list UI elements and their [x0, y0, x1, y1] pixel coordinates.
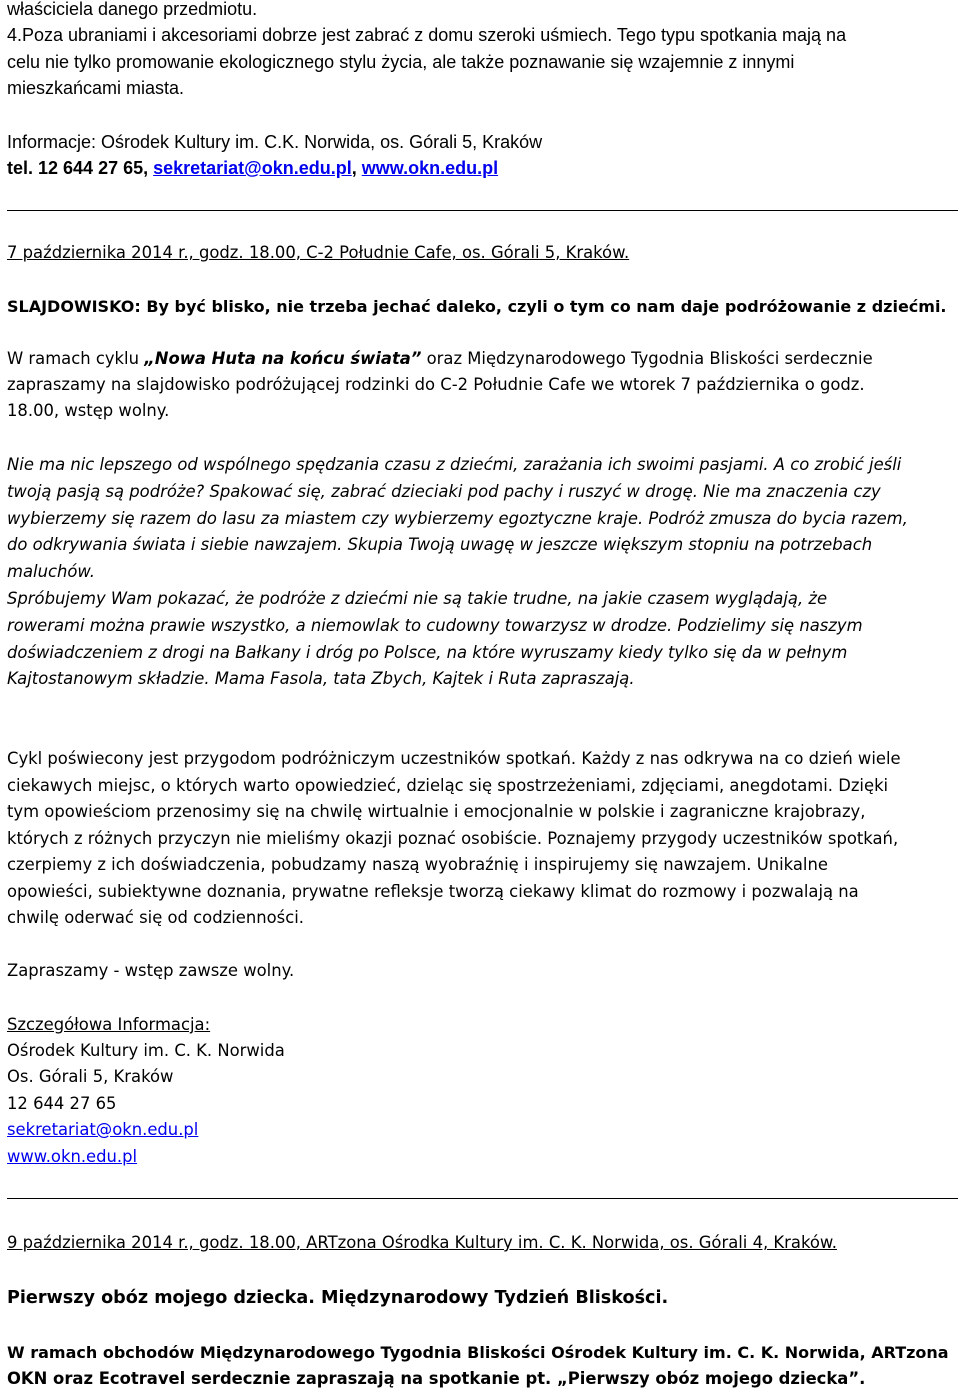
text-line: 4.Poza ubraniami i akcesoriami dobrze jest zabrać z domu szeroki uśmiech. Tego typu spotkania mają na [7, 25, 847, 45]
description-line: wybierzemy się razem do lasu za miastem czy wybierzemy egoztyczne kraje. Podróż zmusza do bycia razem, [7, 509, 908, 528]
event-date-line: 9 października 2014 r., godz. 18.00, ARTzona Ośrodka Kultury im. C. K. Norwida, os. Górali 4, Kraków. [7, 1233, 837, 1252]
text-line: mieszkańcami miasta. [7, 78, 185, 98]
cycle-line: których z różnych przyczyn nie mieliśmy okazji poznać osobiście. Poznajemy przygody uczestników spotkań, [7, 829, 899, 848]
tel-text: tel. 12 644 27 65, [7, 158, 154, 178]
cycle-line: opowieści, subiektywne doznania, prywatne refleksje tworzą ciekawy klimat do rozmowy i pozwalają na [7, 882, 859, 901]
web-link[interactable]: www.okn.edu.pl [361, 158, 499, 178]
info-line: Informacje: Ośrodek Kultury im. C.K. Norwida, os. Górali 5, Kraków [7, 132, 543, 152]
description-line: rowerami można prawie wszystko, a niemowlak to cudowny towarzysz w drodze. Podzielimy się naszym [7, 616, 863, 635]
description-line: twoją pasją są podróże? Spakować się, zabrać dzieciaki pod pachy i ruszyć w drogę. Nie ma znaczenia czy [7, 482, 881, 501]
description-line: Kajtostanowym składzie. Mama Fasola, tata Zbych, Kajtek i Ruta zapraszają. [7, 669, 635, 688]
series-name: „Nowa Huta na końcu świata” [144, 349, 422, 368]
divider [7, 1198, 958, 1199]
contact-address: Os. Górali 5, Kraków [7, 1067, 174, 1086]
event-intro-line [7, 346, 873, 372]
intro-text: oraz Międzynarodowego Tygodnia Bliskości serdecznie [421, 349, 873, 368]
contact-web-line [7, 1144, 137, 1170]
cycle-line: chwilę oderwać się od codzienności. [7, 908, 304, 927]
cycle-line: Cykl poświecony jest przygodom podróżniczym uczestników spotkań. Każdy z nas odkrywa na co dzień wiele [7, 749, 901, 768]
invite-line: Zapraszamy - wstęp zawsze wolny. [7, 961, 295, 980]
contact-web-link[interactable]: www.okn.edu.pl [7, 1147, 138, 1166]
cycle-line: ciekawych miejsc, o których warto opowiedzieć, dzieląc się spostrzeżeniami, zdjęciami, anegdotami. Dzięki [7, 776, 889, 795]
divider [7, 210, 958, 211]
event-intro-line: zapraszamy na slajdowisko podróżującej rodzinki do C-2 Południe Cafe we wtorek 7 października o godz. [7, 375, 865, 394]
contact-phone: 12 644 27 65 [7, 1094, 117, 1113]
description-line: maluchów. [7, 562, 95, 581]
event-intro-line: 18.00, wstęp wolny. [7, 401, 170, 420]
description-line: do odkrywania świata i siebie nawzajem. Skupia Twoją uwagę w jeszcze większym stopniu na potrzebach [7, 535, 873, 554]
event-intro-line: OKN oraz Ecotravel serdecznie zapraszają na spotkanie pt. „Pierwszy obóz mojego dziecka”. [7, 1369, 866, 1388]
email-link[interactable]: sekretariat@okn.edu.pl [153, 158, 352, 178]
contact-org: Ośrodek Kultury im. C. K. Norwida [7, 1041, 285, 1060]
cycle-line: czerpiemy z ich doświadczenia, pobudzamy naszą wyobraźnię i inspirujemy się nawzajem. Unikalne [7, 855, 828, 874]
contact-heading: Szczegółowa Informacja: [7, 1015, 211, 1034]
event-title: Pierwszy obóz mojego dziecka. Międzynarodowy Tydzień Bliskości. [7, 1288, 669, 1308]
event-intro-line: W ramach obchodów Międzynarodowego Tygodnia Bliskości Ośrodek Kultury im. C. K. Norwida, ARTzona [7, 1343, 949, 1362]
contact-email-line [7, 1117, 198, 1143]
event-title: SLAJDOWISKO: By być blisko, nie trzeba jechać daleko, czyli o tym co nam daje podróżowanie z dziećmi. [7, 297, 947, 316]
text-line: właściciela danego przedmiotu. [7, 0, 258, 19]
description-line: Spróbujemy Wam pokazać, że podróże z dziećmi nie są takie trudne, na jakie czasem wyglądają, że [7, 589, 828, 608]
intro-text: W ramach cyklu [7, 349, 145, 368]
description-line: Nie ma nic lepszego od wspólnego spędzania czasu z dziećmi, zarażania ich swoimi pasjami. A co zrobić jeśli [7, 455, 902, 474]
description-line: doświadczeniem z drogi na Bałkany i dróg po Polsce, na które wyruszamy kiedy tylko się da w pełnym [7, 643, 848, 662]
event-date-line: 7 października 2014 r., godz. 18.00, C-2 Południe Cafe, os. Górali 5, Kraków. [7, 243, 630, 262]
cycle-line: tym opowieściom przenosimy się na chwilę wirtualnie i emocjonalnie w polskie i zagraniczne krajobrazy, [7, 802, 866, 821]
separator: , [351, 158, 362, 178]
tel-line [7, 155, 498, 181]
text-line: celu nie tylko promowanie ekologicznego stylu życia, ale także poznawanie się wzajemnie z innymi [7, 52, 795, 72]
contact-email-link[interactable]: sekretariat@okn.edu.pl [7, 1120, 199, 1139]
